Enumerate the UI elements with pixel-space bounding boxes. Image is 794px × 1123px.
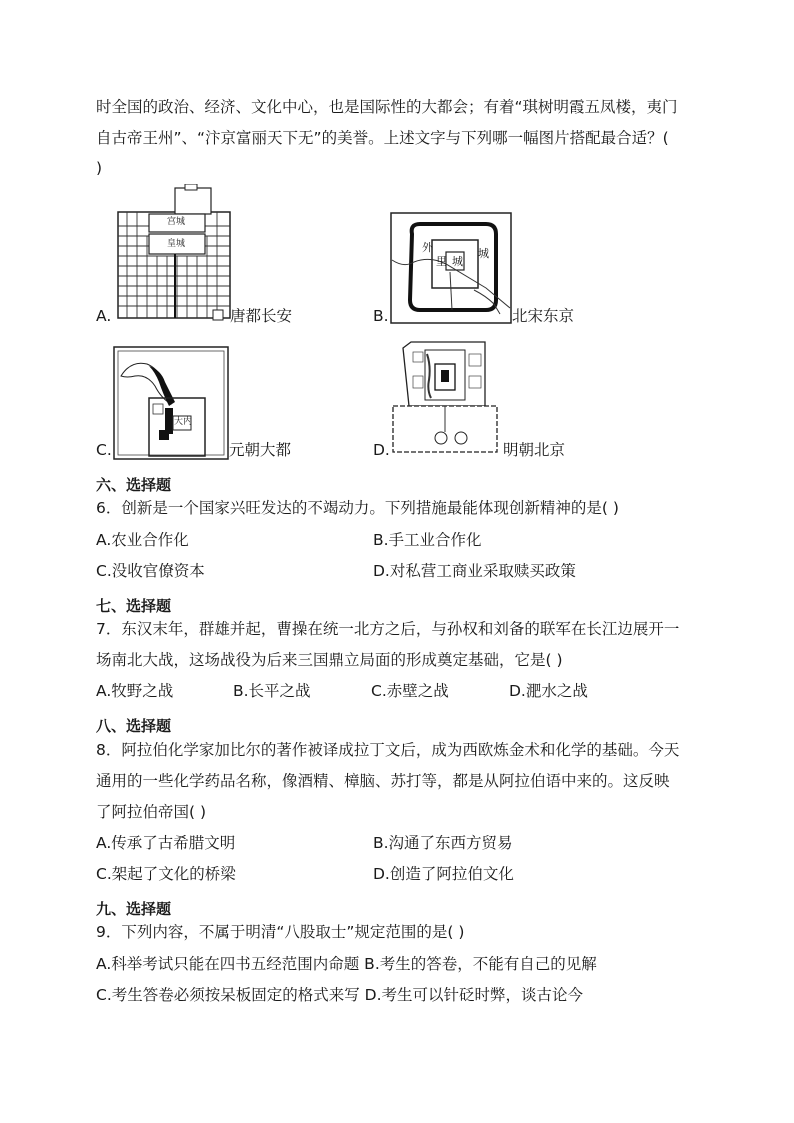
q9-option-line-2: C.考生答卷必须按呆板固定的格式来写 D.考生可以针砭时弊，谈古论今 [96,986,584,1004]
q7-stem-line-1: 7．东汉末年，群雄并起，曹操在统一北方之后，与孙权和刘备的联军在长江边展开一 [96,620,680,638]
q6-option-d: D.对私营工商业采取赎买政策 [373,562,576,580]
figure-c-dadu-map [113,346,229,460]
q6-stem: 6．创新是一个国家兴旺发达的不竭动力。下列措施最能体现创新精神的是( ) [96,499,619,517]
figure-b-dongjing-map [390,212,512,324]
figure-c-caption: 元朝大都 [229,441,292,459]
figure-d-caption: 明朝北京 [503,441,566,459]
q8-option-b: B.沟通了东西方贸易 [373,834,513,852]
figure-d-beijing-map [389,336,501,456]
figure-b-label-wai: 外 [422,241,433,254]
q9-section-header: 九、选择题 [96,900,172,918]
q8-option-a: A.传承了古希腊文明 [96,834,236,852]
figure-a-label-imperial: 皇城 [167,239,186,249]
q8-stem-line-1: 8．阿拉伯化学家加比尔的著作被译成拉丁文后，成为西欧炼金术和化学的基础。今天 [96,741,680,759]
q8-option-d: D.创造了阿拉伯文化 [373,865,514,883]
figure-a-label-palace: 宫城 [167,217,186,227]
figure-b-label-cheng1: 城 [452,255,463,268]
q8-option-c: C.架起了文化的桥梁 [96,865,236,883]
figure-b-label-li: 里 [436,255,447,268]
q7-option-c: C.赤壁之战 [371,682,449,700]
q6-option-c: C.没收官僚资本 [96,562,205,580]
q9-option-line-1: A.科举考试只能在四书五经范围内命题 B.考生的答卷，不能有自己的见解 [96,955,597,973]
q7-option-b: B.长平之战 [233,682,311,700]
figure-a-caption: 唐都长安 [230,307,293,325]
figure-b-letter: B. [373,307,389,325]
q8-stem-line-3: 了阿拉伯帝国( ) [96,803,207,821]
q7-option-a: A.牧野之战 [96,682,174,700]
q5-stem-line-1: 时全国的政治、经济、文化中心，也是国际性的大都会；有着“琪树明霞五凤楼，夷门 [96,98,678,116]
figure-c-letter: C. [96,441,112,459]
figure-a-letter: A. [96,307,112,325]
q7-option-d: D.淝水之战 [509,682,588,700]
figure-a-changan-map [115,184,233,326]
q5-stem-line-3: ) [96,159,103,177]
q8-stem-line-2: 通用的一些化学药品名称，像酒精、樟脑、苏打等，都是从阿拉伯语中来的。这反映 [96,772,670,790]
figure-c-label-danei: 大内 [174,417,193,427]
q5-stem-line-2: 自古帝王州”、“汴京富丽天下无”的美誉。上述文字与下列哪一幅图片搭配最合适？( [96,129,669,147]
q7-stem-line-2: 场南北大战，这场战役为后来三国鼎立局面的形成奠定基础，它是( ) [96,651,563,669]
figure-b-label-cheng2: 城 [478,247,489,260]
figure-d-letter: D. [373,441,390,459]
q9-stem: 9．下列内容，不属于明清“八股取士”规定范围的是( ) [96,923,465,941]
q7-section-header: 七、选择题 [96,597,172,615]
q8-section-header: 八、选择题 [96,717,172,735]
q6-option-a: A.农业合作化 [96,531,189,549]
q6-option-b: B.手工业合作化 [373,531,482,549]
figure-b-caption: 北宋东京 [512,307,575,325]
q6-section-header: 六、选择题 [96,476,172,494]
